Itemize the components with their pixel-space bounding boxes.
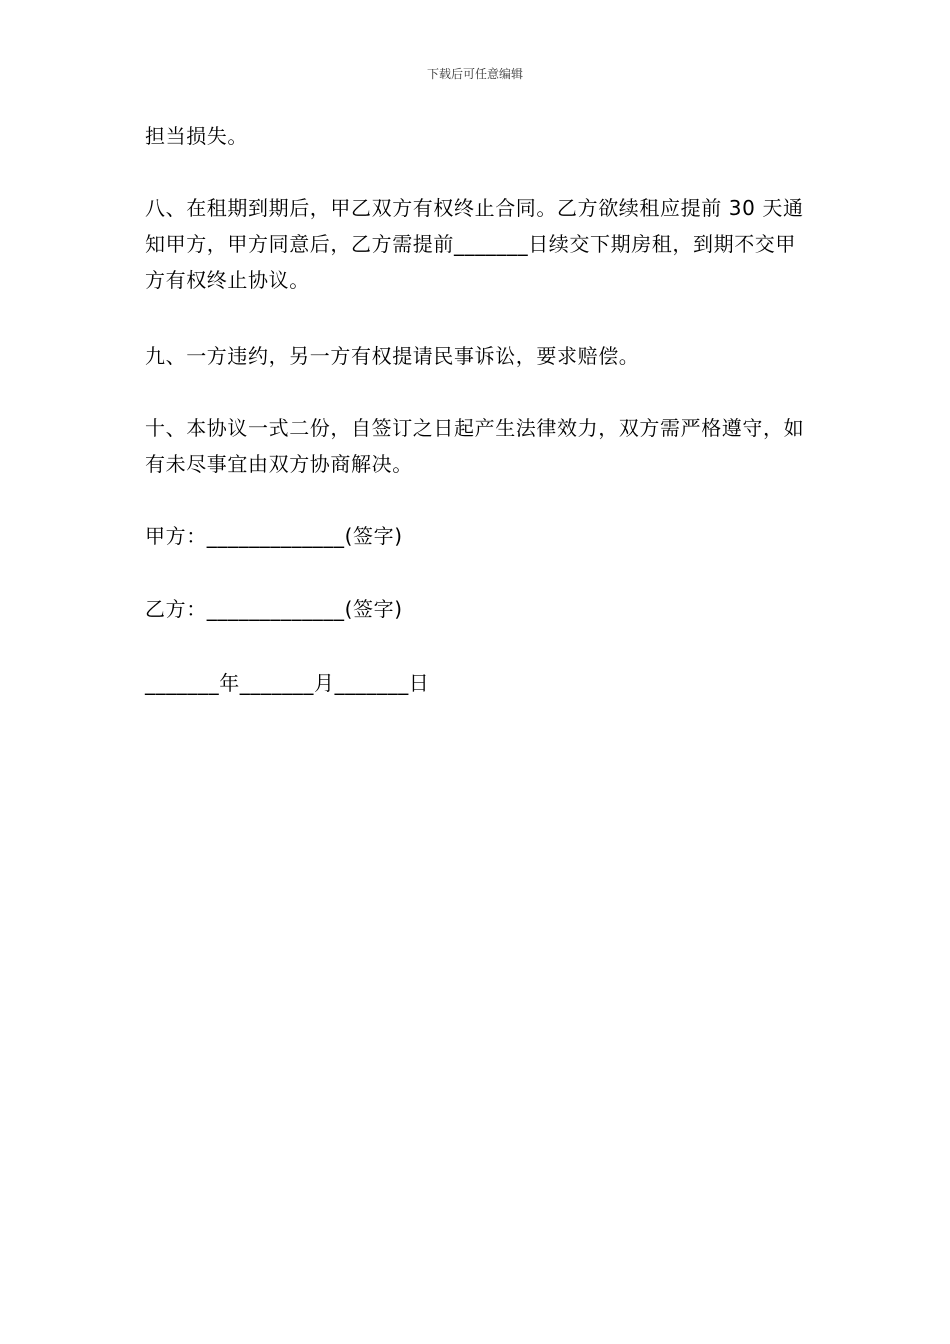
signature-line-party-b: 乙方：_____________(签字) [145,597,403,621]
paragraph-clause-eight: 八、在租期到期后，甲乙双方有权终止合同。乙方欲续租应提前 30 天通知甲方，甲方同意后，乙方需提前_______日续交下期房租，到期不交甲方有权终止协议。 [145,196,804,292]
signature-date-line: _______年_______月_______日 [145,671,430,695]
paragraph-clause-nine: 九、一方违约，另一方有权提请民事诉讼，要求赔偿。 [145,344,640,368]
paragraph-continuation: 担当损失。 [145,124,248,148]
signature-line-party-a: 甲方：_____________(签字) [145,524,403,548]
page-header-note: 下载后可任意编辑 [426,67,523,81]
paragraph-clause-ten: 十、本协议一式二份，自签订之日起产生法律效力，双方需严格遵守，如有未尽事宜由双方协商解决。 [145,416,805,476]
